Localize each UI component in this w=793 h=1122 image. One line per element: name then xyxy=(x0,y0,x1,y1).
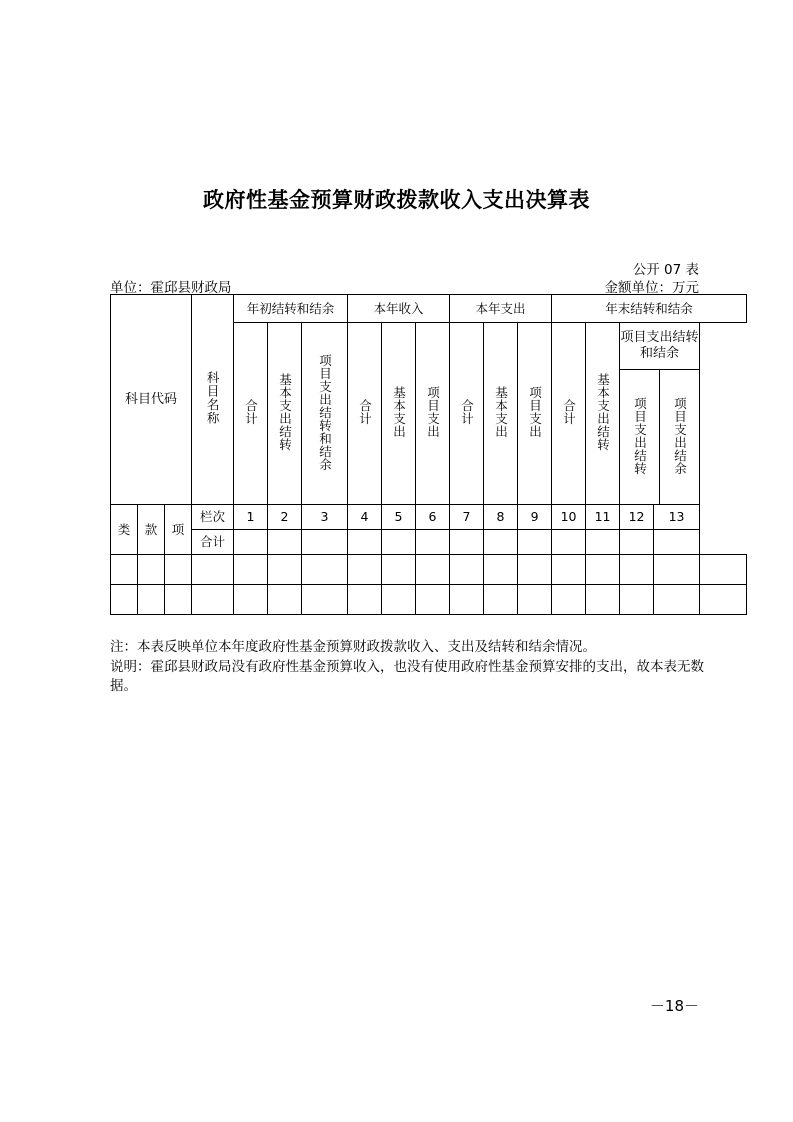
cell-blank xyxy=(138,585,165,615)
total-value-3 xyxy=(302,530,348,555)
subheader-expense-basic: 基本支出 xyxy=(484,323,518,505)
total-value-4 xyxy=(348,530,382,555)
cell-blank xyxy=(111,585,138,615)
header-group-year-income: 本年收入 xyxy=(348,295,450,323)
table-row xyxy=(111,555,747,585)
total-value-7 xyxy=(450,530,484,555)
subheader-begin-basic-carryover: 基本支出结转 xyxy=(268,323,302,505)
budget-table-wrapper xyxy=(110,294,702,615)
header-subject-code-label: 科目代码 xyxy=(124,391,177,407)
col-number-9: 9 xyxy=(518,505,552,530)
note-line-2: 说明：霍邱县财政局没有政府性基金预算收入，也没有使用政府性基金预算安排的支出，故本表无数据。 xyxy=(110,658,704,695)
cell-blank xyxy=(586,585,620,615)
total-value-12 xyxy=(620,530,654,555)
col-number-3: 3 xyxy=(302,505,348,530)
cell-blank xyxy=(700,555,747,585)
subheader-end-project-group xyxy=(620,323,700,505)
cell-blank xyxy=(416,585,450,615)
cell-blank xyxy=(586,555,620,585)
header-group-beginning-balance: 年初结转和结余 xyxy=(234,295,348,323)
total-value-11 xyxy=(586,530,620,555)
cell-blank xyxy=(518,555,552,585)
total-value-9 xyxy=(518,530,552,555)
cell-blank xyxy=(348,585,382,615)
subheader-end-basic-carryover: 基本支出结转 xyxy=(586,323,620,505)
col-number-2: 2 xyxy=(268,505,302,530)
subheader-end-project-carryover: 项目支出结转 xyxy=(620,370,660,505)
total-value-6 xyxy=(416,530,450,555)
total-value-2 xyxy=(268,530,302,555)
header-subject-name-label: 科目名称 xyxy=(205,371,221,425)
header-subject-name xyxy=(192,295,234,505)
cell-blank xyxy=(654,585,700,615)
subheader-end-project-balance: 项目支出结余 xyxy=(672,396,688,475)
subheader-expense-project: 项目支出 xyxy=(518,323,552,505)
total-value-5 xyxy=(382,530,416,555)
code-col-kuan: 款 xyxy=(138,505,165,555)
cell-blank xyxy=(268,555,302,585)
col-number-11: 11 xyxy=(586,505,620,530)
subheader-expense-total: 合计 xyxy=(450,323,484,505)
header-subject-code xyxy=(111,295,192,505)
cell-blank xyxy=(620,555,654,585)
row-label-lanci: 栏次 xyxy=(192,505,234,530)
cell-blank xyxy=(382,555,416,585)
code-col-lei: 类 xyxy=(111,505,138,555)
col-number-8: 8 xyxy=(484,505,518,530)
total-value-8 xyxy=(484,530,518,555)
cell-blank xyxy=(450,585,484,615)
cell-blank xyxy=(302,585,348,615)
cell-blank xyxy=(192,585,234,615)
cell-blank xyxy=(552,585,586,615)
total-value-1 xyxy=(234,530,268,555)
cell-blank xyxy=(518,585,552,615)
cell-blank xyxy=(654,555,700,585)
amount-unit: 金额单位：万元 xyxy=(604,280,699,296)
total-value-10 xyxy=(552,530,586,555)
cell-blank xyxy=(268,585,302,615)
cell-blank xyxy=(111,555,138,585)
cell-blank xyxy=(192,555,234,585)
table-row-total xyxy=(111,530,747,555)
row-label-heji: 合计 xyxy=(192,530,234,555)
subheader-end-project-carry-and-balance: 项目支出结转和结余 xyxy=(620,323,699,370)
budget-table xyxy=(110,294,747,615)
form-number: 公开 07 表 xyxy=(632,262,699,278)
unit-label: 单位：霍邱县财政局 xyxy=(110,280,232,296)
subheader-income-total: 合计 xyxy=(348,323,382,505)
subheader-begin-project-carryover: 项目支出结转和结余 xyxy=(302,323,348,505)
header-group-ending-balance: 年末结转和结余 xyxy=(552,295,747,323)
cell-blank xyxy=(416,555,450,585)
note-line-1: 注：本表反映单位本年度政府性基金预算财政拨款收入、支出及结转和结余情况。 xyxy=(110,639,596,655)
cell-blank xyxy=(700,585,747,615)
cell-blank xyxy=(165,555,192,585)
subheader-income-basic: 基本支出 xyxy=(382,323,416,505)
table-header-row-groups xyxy=(111,295,747,323)
cell-blank xyxy=(382,585,416,615)
subheader-begin-total: 合计 xyxy=(234,323,268,505)
col-number-4: 4 xyxy=(348,505,382,530)
header-group-year-expense: 本年支出 xyxy=(450,295,552,323)
cell-blank xyxy=(484,555,518,585)
cell-blank xyxy=(552,555,586,585)
col-number-13: 13 xyxy=(654,505,700,530)
subheader-end-total: 合计 xyxy=(552,323,586,505)
col-number-1: 1 xyxy=(234,505,268,530)
cell-blank xyxy=(450,555,484,585)
cell-blank xyxy=(165,585,192,615)
col-number-6: 6 xyxy=(416,505,450,530)
col-number-5: 5 xyxy=(382,505,416,530)
col-number-7: 7 xyxy=(450,505,484,530)
cell-blank xyxy=(234,555,268,585)
total-value-13 xyxy=(654,530,700,555)
cell-blank xyxy=(302,555,348,585)
cell-blank xyxy=(138,555,165,585)
cell-blank xyxy=(348,555,382,585)
cell-blank xyxy=(234,585,268,615)
page-title: 政府性基金预算财政拨款收入支出决算表 xyxy=(203,188,590,212)
page-number: －18－ xyxy=(649,997,699,1015)
subheader-income-project: 项目支出 xyxy=(416,323,450,505)
table-row xyxy=(111,585,747,615)
col-number-12: 12 xyxy=(620,505,654,530)
table-row-column-numbers xyxy=(111,505,747,530)
cell-blank xyxy=(620,585,654,615)
cell-blank xyxy=(484,585,518,615)
table-notes xyxy=(110,638,710,697)
col-number-10: 10 xyxy=(552,505,586,530)
code-col-xiang: 项 xyxy=(165,505,192,555)
